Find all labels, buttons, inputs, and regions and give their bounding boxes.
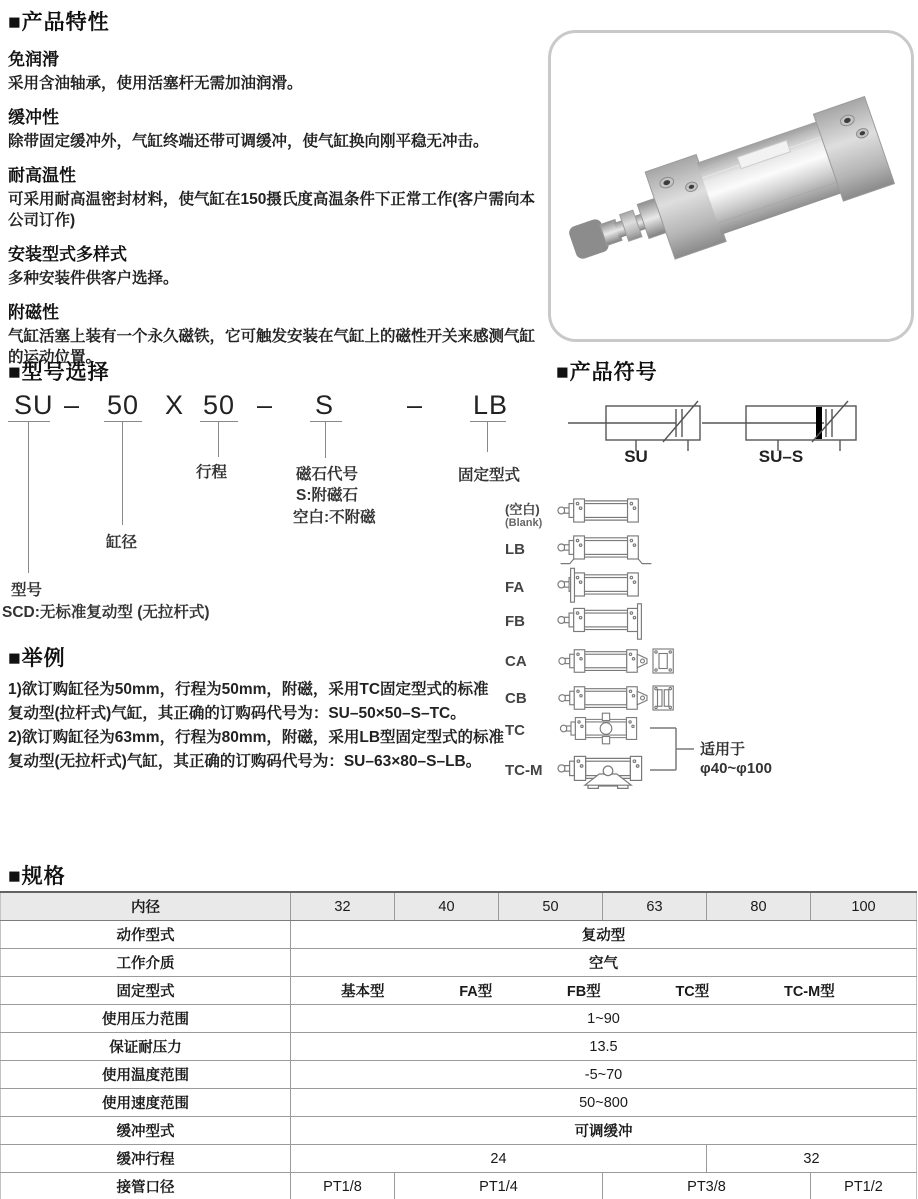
example-line: 2)欲订购缸径为63mm，行程为80mm，附磁，采用LB型固定型式的标准 [8,729,505,746]
specs-title: ■规格 [8,865,66,888]
specs-table [0,891,917,1199]
mount-types-cell [291,977,917,1005]
row-label: 固定型式 [1,977,291,1005]
bore-cell: 40 [395,892,499,921]
mount-label-fa: FA [505,579,525,596]
row-label: 使用温度范围 [1,1061,291,1089]
table-row-port-size [1,1173,917,1199]
applicable-note-1: 适用于 [700,741,746,758]
features-title: ■产品特性 [8,11,110,34]
pneumatic-symbol-su [566,398,706,454]
example-line: 1)欲订购缸径为50mm，行程为50mm，附磁，采用TC固定型式的标准 [8,681,489,698]
annotation-magnet-s: S:附磁石 [296,487,359,504]
mount-diagram-ca [556,643,678,679]
mount-diagram-blank [556,492,656,529]
mount-diagram-fa [556,566,656,606]
table-row-bore [1,892,917,921]
merged-value: 1~90 [291,1005,917,1033]
mount-label-blank: (空白) (Blank) [505,502,543,529]
underline [470,421,506,422]
product-photo [548,30,914,342]
code-part-su: SU [14,390,54,420]
leader-line [218,421,219,457]
bore-cell: 80 [707,892,811,921]
annotation-model-sub: SCD:无标准复动型 (无拉杆式) [2,604,210,621]
mount-type: FB型 [566,984,601,1000]
feature-heading: 附磁性 [8,303,59,322]
port-size-cell: PT1/4 [395,1173,603,1199]
mount-label-cb: CB [505,690,527,707]
mount-diagram-tc [556,711,656,746]
leader-line [325,421,326,458]
code-part-magnet: S [315,390,335,420]
cylinder-illustration [551,33,905,333]
mount-label-tc: TC [505,722,525,739]
table-row-medium [1,949,917,977]
merged-value: 复动型 [291,921,917,949]
code-part-mount: LB [473,390,509,420]
bore-cell: 63 [603,892,707,921]
table-row-proof-pressure [1,1033,917,1061]
row-label: 使用压力范围 [1,1005,291,1033]
code-part-x: X [165,390,185,420]
features-section [8,6,550,368]
table-row-cushion-type [1,1117,917,1145]
code-part-stroke: 50 [203,390,236,420]
example-line: 复动型(拉杆式)气缸，其正确的订购码代号为：SU–50×50–S–TC。 [8,705,466,722]
feature-heading: 缓冲性 [8,108,59,127]
feature-body: 气缸活塞上装有一个永久磁铁，它可触发安装在气缸上的磁性开关来感测气缸的运动位置。 [8,328,536,366]
example-line: 复动型(无拉杆式)气缸，其正确的订购码代号为：SU–63×80–S–LB。 [8,753,482,770]
examples-section [8,642,553,774]
leader-line [28,421,29,573]
table-row-action [1,921,917,949]
annotation-mount: 固定型式 [458,467,521,484]
mount-type: TC型 [675,984,710,1000]
annotation-bore: 缸径 [106,534,138,551]
feature-heading: 安装型式多样式 [8,245,127,264]
cushion-stroke-cell: 32 [707,1145,917,1173]
underline [200,421,238,422]
mount-label-ca: CA [505,653,527,670]
port-size-cell: PT3/8 [603,1173,811,1199]
symbols-title: ■产品符号 [556,361,658,384]
merged-value: -5~70 [291,1061,917,1089]
underline [8,421,50,422]
annotation-magnet-blank: 空白:不附磁 [293,509,376,526]
table-row-speed [1,1089,917,1117]
leader-line [122,421,123,525]
row-label: 保证耐压力 [1,1033,291,1061]
underline [310,421,342,422]
symbol-label-su-s: SU–S [758,447,804,466]
bracket-lines [650,718,706,780]
mount-type: 基本型 [341,984,385,1000]
row-label: 使用速度范围 [1,1089,291,1117]
row-label: 接管口径 [1,1173,291,1199]
leader-line [487,421,488,452]
mount-label-lb: LB [505,541,525,558]
mount-type: FA型 [459,984,493,1000]
bore-cell: 32 [291,892,395,921]
mount-diagram-fb [556,601,656,642]
table-row-pressure [1,1005,917,1033]
feature-body: 采用含油轴承，使用活塞杆无需加油润滑。 [8,75,303,92]
model-selection-title: ■型号选择 [8,361,110,384]
merged-value: 可调缓冲 [291,1117,917,1145]
row-label: 内径 [1,892,291,921]
cushion-stroke-cell: 24 [291,1145,707,1173]
symbol-label-su: SU [624,447,648,466]
table-row-cushion-stroke [1,1145,917,1173]
examples-title: ■举例 [8,647,66,670]
feature-body: 多种安装件供客户选择。 [8,270,179,287]
row-label: 动作型式 [1,921,291,949]
mount-label-fb: FB [505,613,525,630]
row-label: 缓冲行程 [1,1145,291,1173]
mount-type: TC-M型 [783,984,835,1000]
code-part-dash: – [64,390,81,420]
code-part-dash: – [257,390,274,420]
feature-body: 可采用耐高温密封材料，使气缸在150摄氏度高温条件下正常工作(客户需向本公司订作) [8,191,536,229]
feature-heading: 耐高温性 [8,166,76,185]
code-part-bore: 50 [107,390,140,420]
mount-label-tcm: TC-M [505,762,543,779]
merged-value: 13.5 [291,1033,917,1061]
merged-value: 空气 [291,949,917,977]
mount-diagram-tcm [556,749,660,791]
feature-heading: 免润滑 [8,50,59,69]
mount-diagram-lb [556,529,656,569]
port-size-cell: PT1/2 [811,1173,917,1199]
bore-cell: 50 [499,892,603,921]
feature-body: 除带固定缓冲外，气缸终端还带可调缓冲，使气缸换向刚平稳无冲击。 [8,133,489,150]
row-label: 缓冲型式 [1,1117,291,1145]
annotation-model: 型号 [11,582,43,599]
pneumatic-symbol-su-s [700,396,862,454]
annotation-magnet-title: 磁石代号 [296,466,359,483]
row-label: 工作介质 [1,949,291,977]
table-row-temperature [1,1061,917,1089]
bore-cell: 100 [811,892,917,921]
port-size-cell: PT1/8 [291,1173,395,1199]
merged-value: 50~800 [291,1089,917,1117]
annotation-stroke: 行程 [196,464,228,481]
table-row-mounting [1,977,917,1005]
underline [104,421,142,422]
applicable-note-2: φ40~φ100 [700,760,772,777]
code-part-dash: – [407,390,424,420]
